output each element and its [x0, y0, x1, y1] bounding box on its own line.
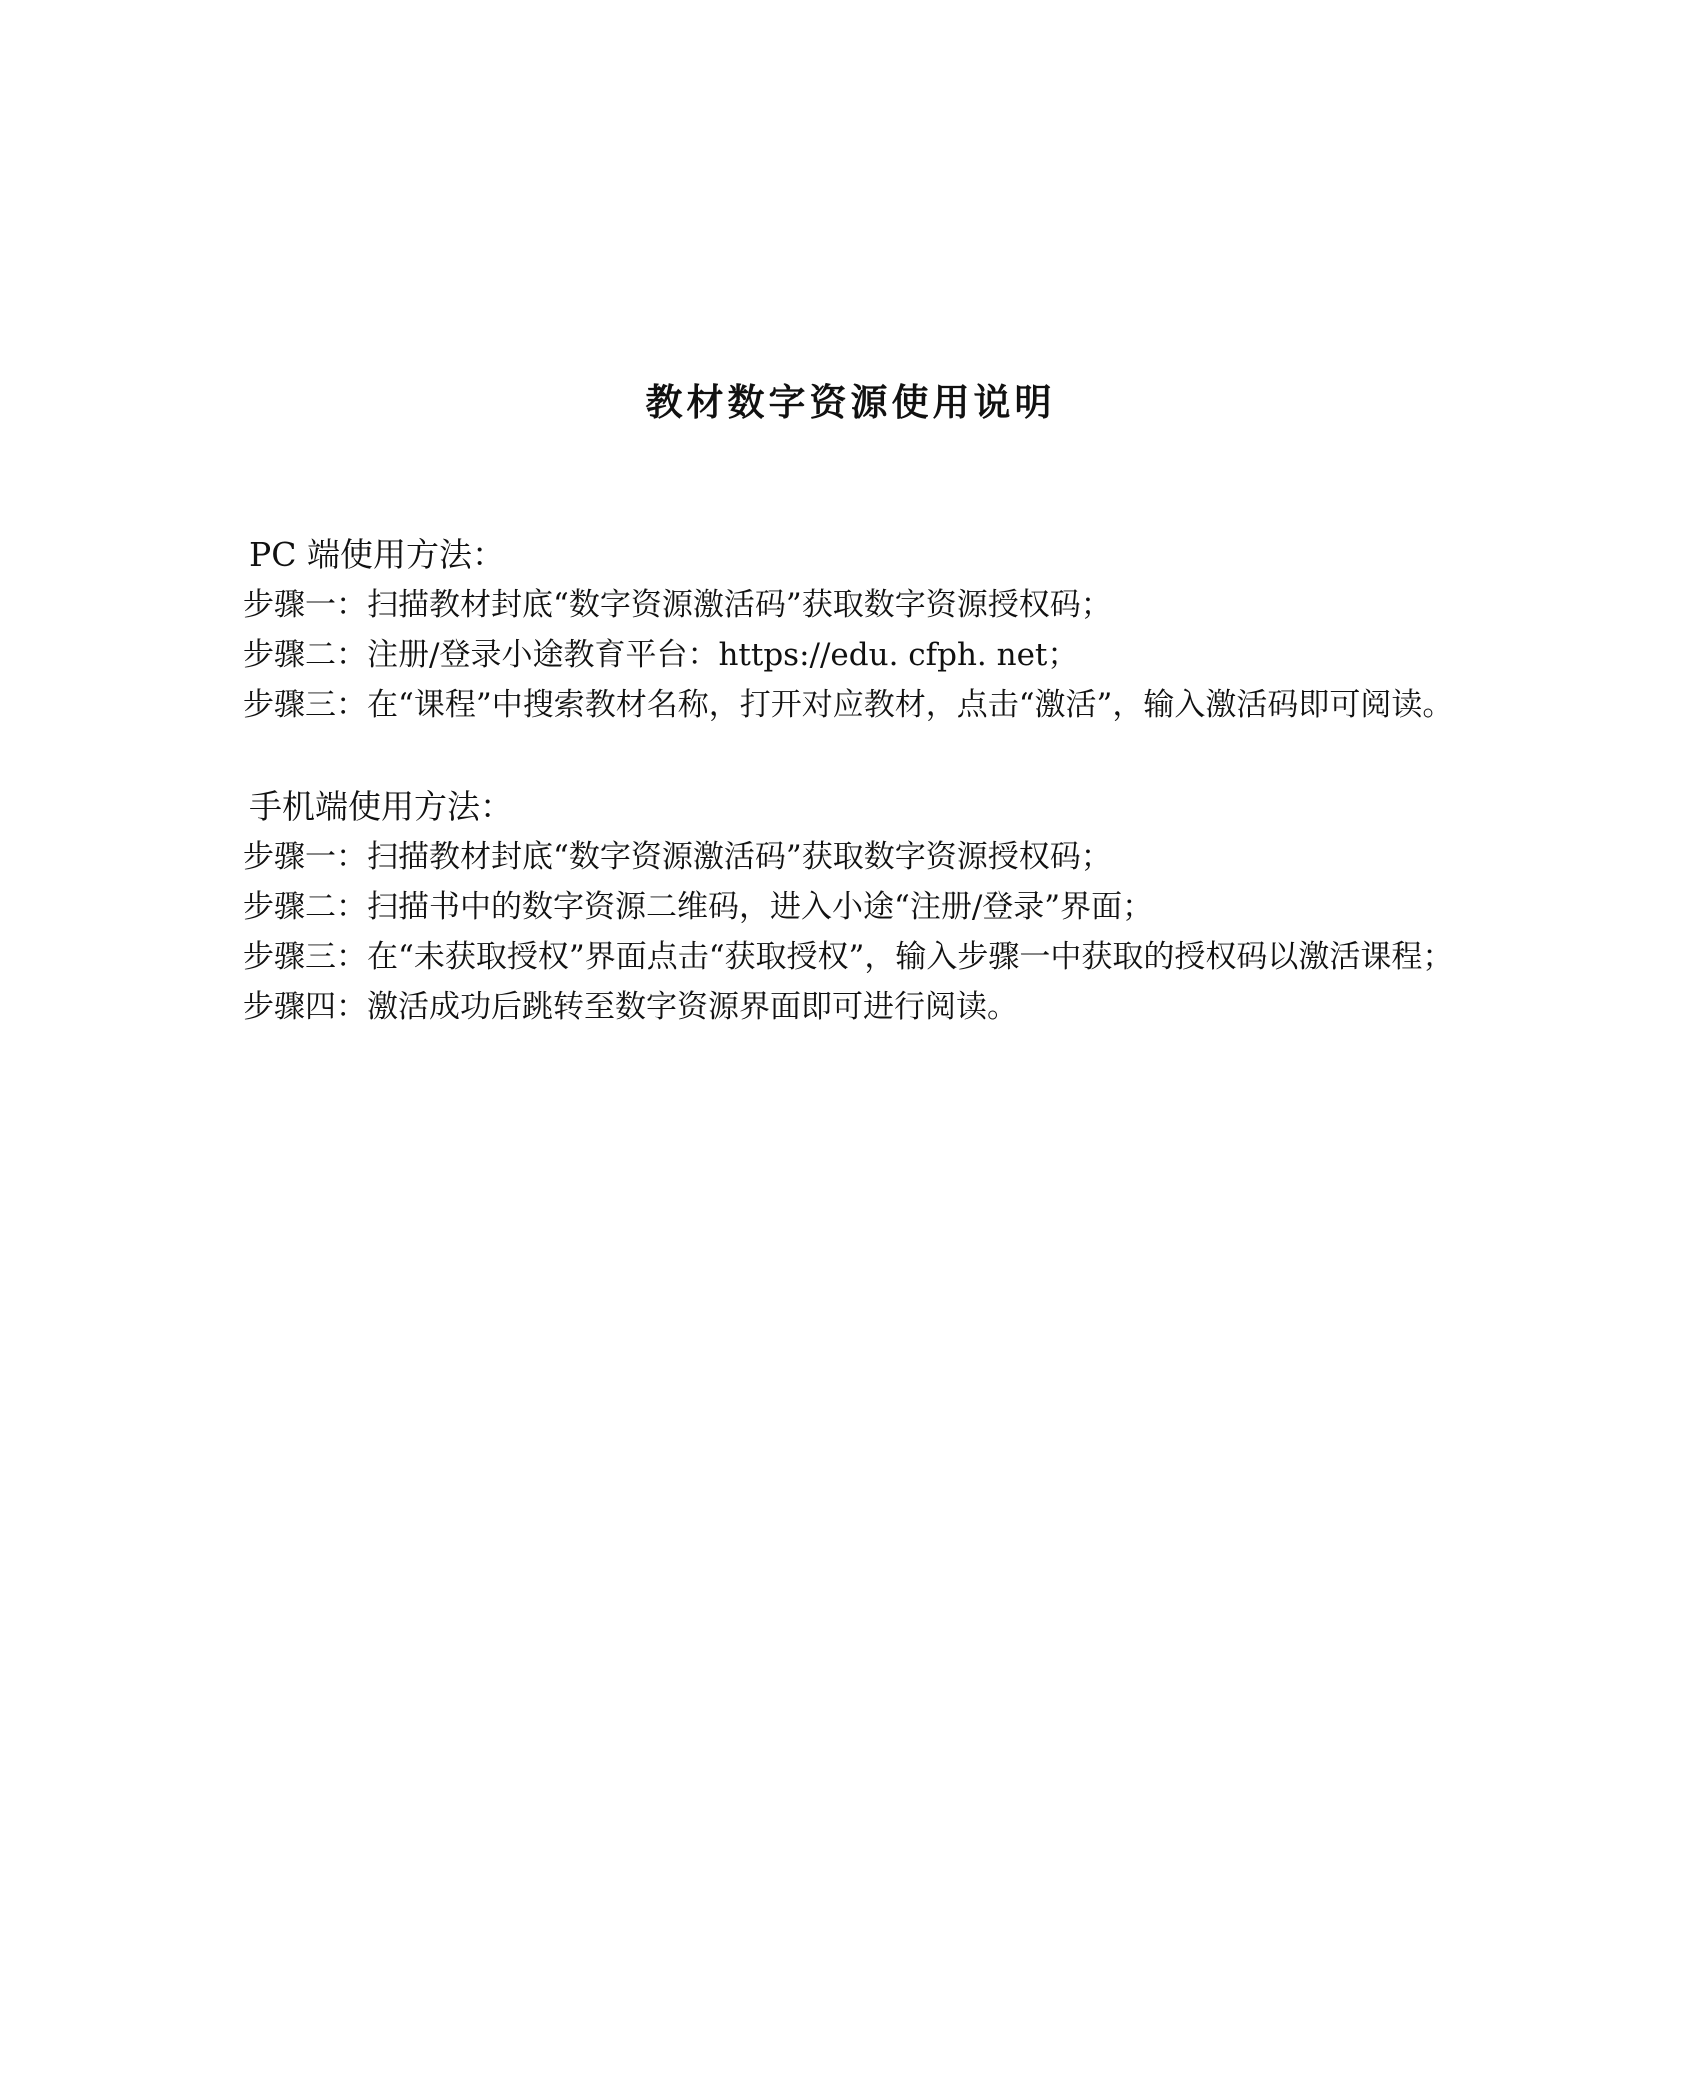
mobile-section-heading: 手机端使用方法： [249, 787, 513, 826]
pc-section-heading: PC 端使用方法： [249, 535, 505, 574]
mobile-usage-section [243, 782, 1493, 1032]
page-title: 教材数字资源使用说明 [645, 381, 1056, 424]
mobile-step-4: 步骤四：激活成功后跳转至数字资源界面即可进行阅读。 [243, 989, 1018, 1025]
pc-step-3: 步骤三：在“课程”中搜索教材名称，打开对应教材，点击“激活”，输入激活码即可阅读。 [243, 687, 1454, 723]
pc-usage-section [243, 530, 1493, 730]
mobile-step-2: 步骤二：扫描书中的数字资源二维码，进入小途“注册/登录”界面； [243, 889, 1154, 925]
pc-step-2: 步骤二：注册/登录小途教育平台：https://edu. cfph. net； [243, 637, 1079, 673]
mobile-step-3: 步骤三：在“未获取授权”界面点击“获取授权”，输入步骤一中获取的授权码以激活课程； [243, 939, 1454, 975]
mobile-step-1: 步骤一：扫描教材封底“数字资源激活码”获取数字资源授权码； [243, 839, 1112, 875]
pc-step-1: 步骤一：扫描教材封底“数字资源激活码”获取数字资源授权码； [243, 587, 1112, 623]
